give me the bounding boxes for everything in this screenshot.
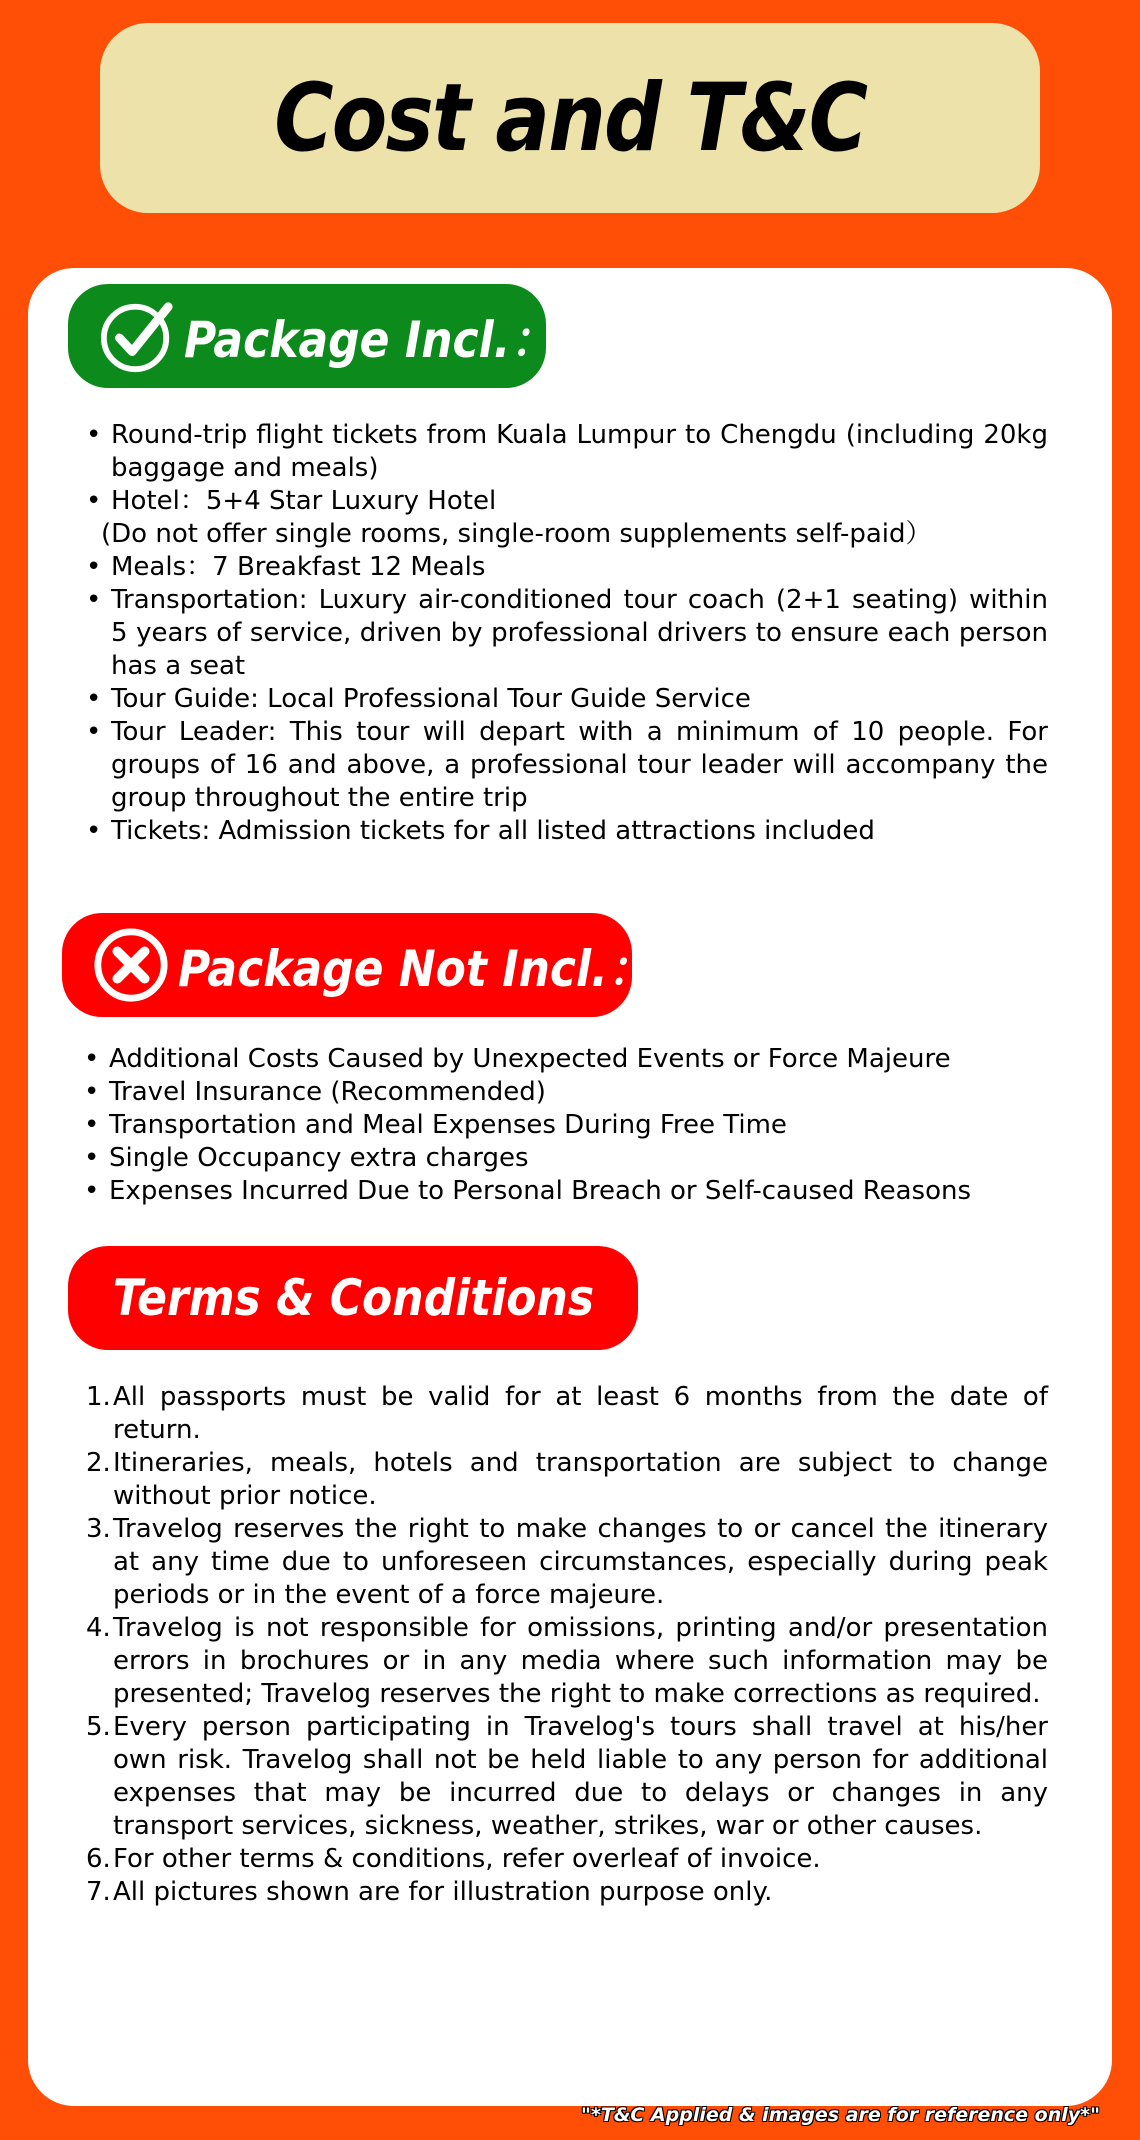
terms-item-number: 2. [86,1448,111,1478]
package-included-list [86,419,1048,848]
terms-label: Terms & Conditions [112,1269,594,1327]
list-item: • Expenses Incurred Due to Personal Breach or Self-caused Reasons [84,1175,1048,1208]
list-item-note: (Do not offer single rooms, single-room supplements self-paid） [101,519,932,549]
list-item: • Transportation and Meal Expenses During Free Time [84,1109,1048,1142]
package-included-heading [68,284,555,388]
list-item: • Tour Leader: This tour will depart with a minimum of 10 people. For groups of 16 and above, a professional tour leader will accompany the group throughout the entire trip [86,716,1048,815]
list-item: • Hotel：5+4 Star Luxury Hotel [86,485,1048,518]
terms-item-number: 6. [86,1844,111,1874]
list-item: • Round-trip flight tickets from Kuala Lumpur to Chengdu (including 20kg baggage and meals) [86,419,1048,485]
terms-item-text: All passports must be valid for at least 6 months from the date of return. [113,1382,1048,1445]
terms-item-number: 3. [86,1514,111,1544]
package-not-included-heading [62,913,652,1017]
list-item: • Travel Insurance (Recommended) [84,1076,1048,1109]
terms-item-number: 1. [86,1382,111,1412]
list-item: • Transportation: Luxury air-conditioned tour coach (2+1 seating) within 5 years of service, driven by professional drivers to ensure each person has a seat [86,584,1048,683]
terms-item [86,1513,1048,1612]
terms-item-text: For other terms & conditions, refer overleaf of invoice. [113,1844,821,1874]
check-circle-icon [98,297,176,375]
terms-item [86,1447,1048,1513]
terms-list [86,1381,1048,1909]
title-banner [100,23,1040,213]
terms-item-text: Travelog reserves the right to make changes to or cancel the itinerary at any time due to unforeseen circumstances, especially during peak periods or in the event of a force majeure. [113,1514,1048,1610]
terms-item [86,1843,1048,1876]
page-title: Cost and T&C [273,63,867,173]
terms-item-text: Travelog is not responsible for omissions, printing and/or presentation errors in brochures or in any media where such information may be presented; Travelog reserves the right to make corrections as required. [113,1613,1048,1709]
terms-item-text: Itineraries, meals, hotels and transportation are subject to change without prior notice. [113,1448,1048,1511]
list-item: • Additional Costs Caused by Unexpected Events or Force Majeure [84,1043,1048,1076]
terms-item-text: Every person participating in Travelog's tours shall travel at his/her own risk. Travelog shall not be held liable to any person for additional expenses that may be incurred due to delays or changes in any transport services, sickness, weather, strikes, war or other causes. [113,1712,1048,1841]
terms-item [86,1381,1048,1447]
list-item: • Tickets: Admission tickets for all listed attractions included [86,815,1048,848]
terms-heading [68,1246,638,1350]
terms-item-text: All pictures shown are for illustration purpose only. [113,1877,773,1907]
terms-item [86,1612,1048,1711]
list-item: • Single Occupancy extra charges [84,1142,1048,1175]
package-not-included-label: Package Not Incl.： [178,940,652,998]
terms-item-number: 7. [86,1877,111,1907]
package-not-included-list [84,1043,1048,1208]
terms-item [86,1711,1048,1843]
footer-disclaimer: "*T&C Applied & images are for reference only*" [581,2104,1100,2126]
package-included-label: Package Incl.： [184,311,555,369]
x-circle-icon [92,926,170,1004]
terms-item-number: 5. [86,1712,111,1742]
list-item: • Tour Guide: Local Professional Tour Guide Service [86,683,1048,716]
terms-item-number: 4. [86,1613,111,1643]
terms-item [86,1876,1048,1909]
list-item: • Meals：7 Breakfast 12 Meals [86,551,1048,584]
